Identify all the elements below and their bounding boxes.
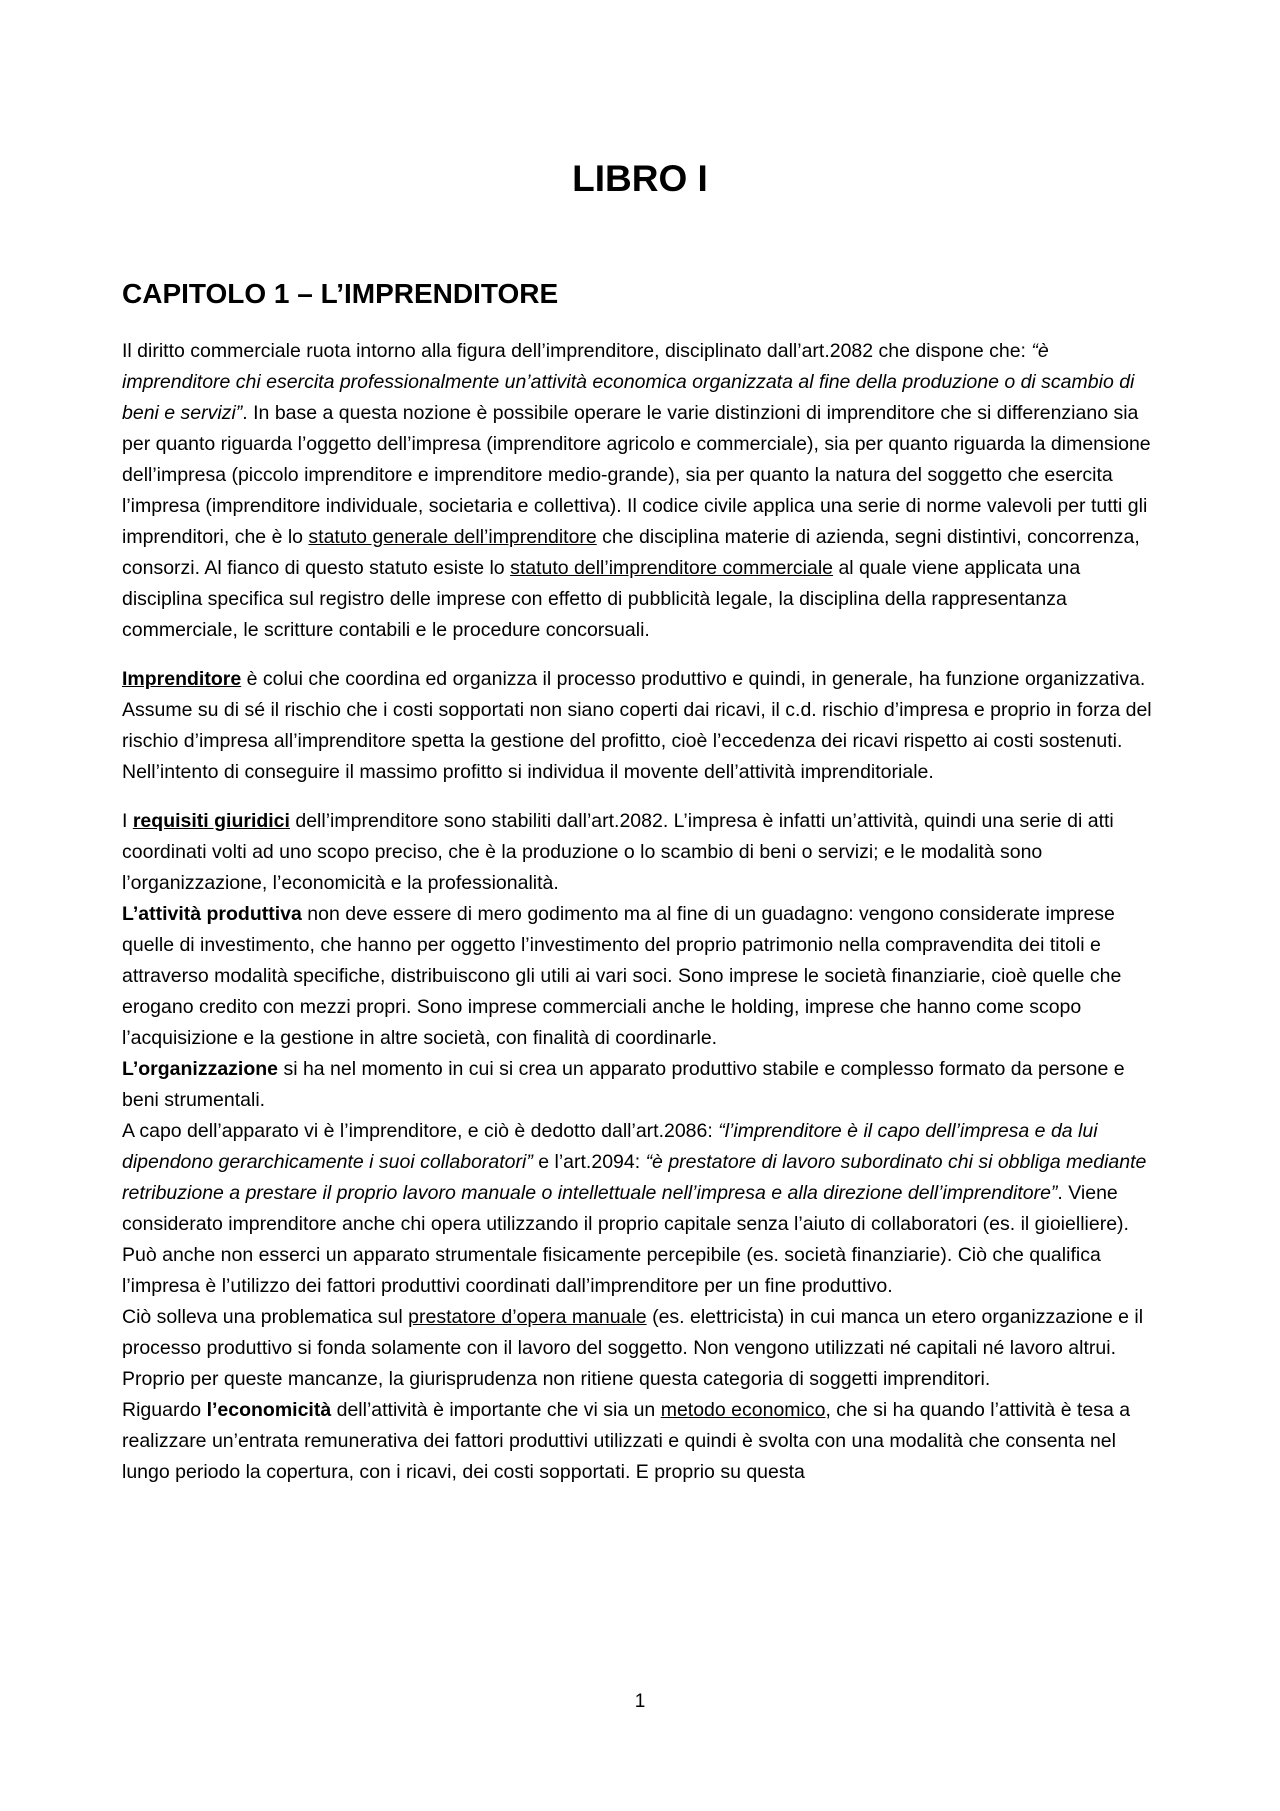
text-span: , che si ha quando l’attività è tesa a realizzare un’entrata remunerativa dei fattori produttivi utilizzati e quindi è svolta con una modalità che consenta nel lungo periodo la copertura, con i ricavi, dei costi sopportati. E proprio su questa: [122, 1399, 1131, 1483]
body-text: [122, 336, 1158, 1488]
quote-art-2094: “è prestatore di lavoro subordinato chi si obbliga mediante retribuzione a prestare il proprio lavoro manuale o intellettuale nell’impresa e alla direzione dell’imprenditore”: [122, 1151, 1147, 1204]
paragraph-5: [122, 1054, 1158, 1116]
text-span: e l’art.2094:: [532, 1151, 646, 1173]
text-span: Il diritto commerciale ruota intorno alla figura dell’imprenditore, disciplinato dall’art.2082 che dispone che:: [122, 340, 1032, 362]
paragraph-4: [122, 899, 1158, 1054]
term-imprenditore: Imprenditore: [122, 668, 242, 690]
chapter-title: CAPITOLO 1 – L’IMPRENDITORE: [122, 278, 559, 309]
paragraph-3: [122, 806, 1158, 899]
paragraph-8: [122, 1395, 1158, 1488]
underlined-term-statuto-generale: statuto generale dell’imprenditore: [308, 526, 597, 548]
book-title: LIBRO I: [572, 158, 708, 199]
text-span: non deve essere di mero godimento ma al fine di un guadagno: vengono considerate imprese quelle di investimento, che hanno per oggetto l’investimento del proprio patrimonio nella compravendita dei titoli e attraverso modalità specifiche, distribuiscono gli utili ai vari soci. Sono imprese le società finanziarie, cioè quelle che erogano credito con mezzi propri. Sono imprese commerciali anche le holding, imprese che hanno come scopo l’acquisizione e la gestione in altre società, con finalità di coordinarle.: [122, 903, 1122, 1049]
text-span: . Viene considerato imprenditore anche chi opera utilizzando il proprio capitale senza l’aiuto di collaboratori (es. il gioielliere). Può anche non esserci un apparato strumentale fisicamente percepibile (es. società finanziarie). Ciò che qualifica l’impresa è l’utilizzo dei fattori produttivi coordinati dall’imprenditore per un fine produttivo.: [122, 1182, 1129, 1297]
term-economicita: l’economicità: [206, 1399, 332, 1421]
underlined-term-metodo-economico: metodo economico: [660, 1399, 826, 1421]
definition-quote: “è imprenditore chi esercita professionalmente un’attività economica organizzata al fine della produzione o di scambio di beni e servizi”: [122, 340, 1135, 424]
paragraph-7: [122, 1302, 1158, 1395]
text-span: che disciplina materie di azienda, segni distintivi, concorrenza, consorzi. Al fianco di questo statuto esiste lo: [122, 526, 1140, 579]
text-span: . In base a questa nozione è possibile operare le varie distinzioni di imprenditore che si differenziano sia per quanto riguarda l’oggetto dell’impresa (imprenditore agricolo e commerciale), sia per quanto riguarda la dimensione dell’impresa (piccolo imprenditore e imprenditore medio-grande), sia per quanto la natura del soggetto che esercita l’impresa (imprenditore individuale, societaria e collettiva). Il codice civile applica una serie di norme valevoli per tutti gli imprenditori, che è lo: [122, 402, 1151, 548]
quote-art-2086: “l’imprenditore è il capo dell’impresa e da lui dipendono gerarchicamente i suoi collaboratori”: [122, 1120, 1098, 1173]
page-number: 1: [634, 1691, 646, 1712]
term-attivita-produttiva: L’attività produttiva: [122, 903, 302, 925]
underlined-term-prestatore: prestatore d’opera manuale: [408, 1306, 647, 1328]
text-span: dell’imprenditore sono stabiliti dall’art.2082. L’impresa è infatti un’attività, quindi una serie di atti coordinati volti ad uno scopo preciso, che è la produzione o lo scambio di beni o servizi; e le modalità sono l’organizzazione, l’economicità e la professionalità.: [122, 810, 1114, 894]
text-span: A capo dell’apparato vi è l’imprenditore, e ciò è dedotto dall’art.2086:: [122, 1120, 719, 1142]
text-span: Ciò solleva una problematica sul: [122, 1306, 409, 1328]
text-span: (es. elettricista) in cui manca un etero organizzazione e il processo produttivo si fonda solamente con il lavoro del soggetto. Non vengono utilizzati né capitali né lavoro altrui. Proprio per queste mancanze, la giurisprudenza non ritiene questa categoria di soggetti imprenditori.: [122, 1306, 1144, 1390]
text-span: I: [122, 810, 133, 832]
text-span: si ha nel momento in cui si crea un apparato produttivo stabile e complesso formato da persone e beni strumentali.: [122, 1058, 1125, 1111]
term-organizzazione: L’organizzazione: [122, 1058, 279, 1080]
paragraph-1: [122, 336, 1158, 646]
text-span: Riguardo: [122, 1399, 207, 1421]
text-span: al quale viene applicata una disciplina specifica sul registro delle imprese con effetto di pubblicità legale, la disciplina della rappresentanza commerciale, le scritture contabili e le procedure concorsuali.: [122, 557, 1081, 641]
paragraph-2: [122, 664, 1158, 788]
text-span: dell’attività è importante che vi sia un: [331, 1399, 661, 1421]
paragraph-6: [122, 1116, 1158, 1302]
term-requisiti-giuridici: requisiti giuridici: [132, 810, 290, 832]
underlined-term-statuto-commerciale: statuto dell’imprenditore commerciale: [510, 557, 834, 579]
text-span: è colui che coordina ed organizza il processo produttivo e quindi, in generale, ha funzione organizzativa. Assume su di sé il rischio che i costi sopportati non siano coperti dai ricavi, il c.d. rischio d’impresa e proprio in forza del rischio d’impresa all’imprenditore spetta la gestione del profitto, cioè l’eccedenza dei ricavi rispetto ai costi sostenuti. Nell’intento di conseguire il massimo profitto si individua il movente dell’attività imprenditoriale.: [122, 668, 1152, 783]
